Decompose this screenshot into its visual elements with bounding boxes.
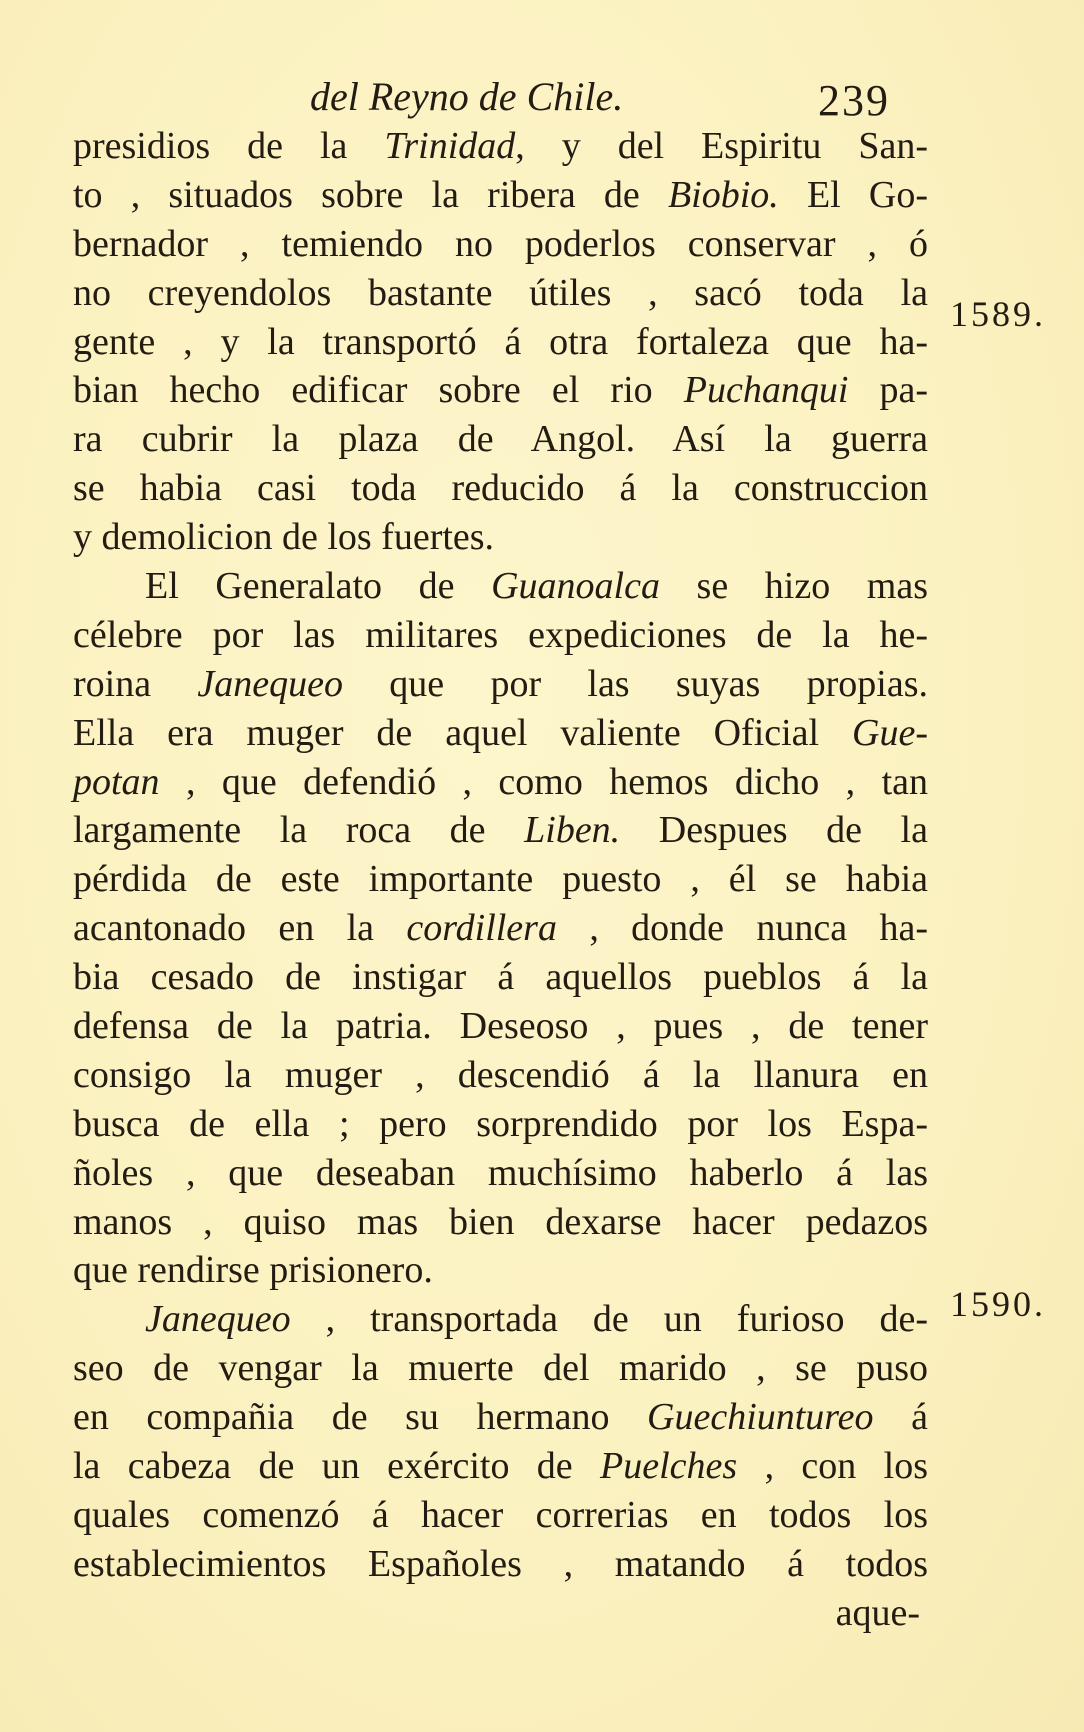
- italic-text: cordillera: [406, 907, 557, 950]
- italic-text: Guanoalca: [491, 565, 660, 608]
- text-run: presidios de la: [73, 125, 385, 167]
- text-run: se hizo mas: [659, 565, 929, 608]
- italic-text: Biobio.: [667, 173, 779, 216]
- text-run: bernador , temiendo no poderlos conservar , ó: [73, 222, 928, 265]
- text-line: [73, 415, 928, 464]
- body-text: [73, 122, 928, 1638]
- page-number: 239: [818, 76, 890, 125]
- text-line: [73, 1393, 928, 1442]
- text-run: defensa de la patria. Deseoso , pues , de tener: [73, 1005, 928, 1048]
- text-line: [73, 269, 928, 318]
- text-run: , con los: [737, 1445, 929, 1488]
- text-line: [73, 1344, 928, 1393]
- text-line: [73, 318, 928, 367]
- text-run: y demolicion de los fuertes.: [73, 516, 495, 559]
- text-run: manos , quiso mas bien dexarse hacer pedazos: [73, 1200, 928, 1243]
- text-line: [73, 1442, 928, 1491]
- text-run: , donde nunca ha-: [556, 907, 929, 950]
- text-run: , y del Espiritu San-: [515, 125, 928, 167]
- page-header: [310, 72, 910, 125]
- text-run: se habia casi toda reducido á la construccion: [73, 467, 928, 510]
- text-line: [73, 562, 928, 611]
- text-line: [73, 709, 928, 758]
- text-run: , transportada de un furioso de-: [290, 1298, 928, 1341]
- text-line: [73, 1295, 928, 1344]
- text-line: [73, 611, 928, 660]
- catchword: [73, 1589, 928, 1638]
- text-line: [73, 1149, 928, 1198]
- margin-year-1589: 1589.: [950, 294, 1046, 334]
- text-run: roina: [73, 662, 198, 705]
- text-line: [73, 171, 928, 220]
- italic-text: Trinidad: [384, 125, 516, 167]
- text-line: [73, 758, 928, 807]
- text-run: pa-: [848, 369, 928, 412]
- text-run: consigo la muger , descendió á la llanura en: [73, 1053, 928, 1096]
- text-run: establecimientos Españoles , matando á todos: [73, 1542, 928, 1585]
- italic-text: Guechiuntureo: [647, 1396, 874, 1439]
- italic-text: Liben.: [524, 809, 621, 852]
- text-run: acantonado en la: [73, 907, 407, 950]
- italic-text: Puchanqui: [683, 369, 849, 412]
- text-line: [73, 1002, 928, 1051]
- text-run: seo de vengar la muerte del marido , se puso: [73, 1347, 928, 1390]
- text-line: [73, 1100, 928, 1149]
- text-line: [73, 1491, 928, 1540]
- text-run: á: [873, 1396, 928, 1439]
- text-run: que rendirse prisionero.: [73, 1249, 433, 1292]
- italic-text: Puelches: [600, 1445, 738, 1488]
- text-run: El Go-: [778, 173, 928, 216]
- text-run: busca de ella ; pero sorprendido por los Espa-: [73, 1102, 928, 1145]
- text-run: aque-: [835, 1591, 920, 1634]
- text-run: bian hecho edificar sobre el rio: [73, 369, 684, 412]
- text-line: [73, 953, 928, 1002]
- text-run: célebre por las militares expediciones de la he-: [73, 613, 928, 656]
- text-run: bia cesado de instigar á aquellos pueblos á la: [73, 956, 928, 999]
- text-line: [73, 660, 928, 709]
- running-title: del Reyno de Chile.: [310, 74, 624, 119]
- text-run: en compañia de su hermano: [73, 1396, 648, 1439]
- text-run: quales comenzó á hacer correrias en todos los: [73, 1493, 928, 1536]
- text-run: no creyendolos bastante útiles , sacó toda la: [73, 271, 928, 314]
- italic-text: Gue-: [852, 711, 928, 754]
- text-line: [73, 122, 928, 171]
- text-run: ra cubrir la plaza de Angol. Así la guerra: [73, 418, 928, 461]
- italic-text: Janequeo: [197, 662, 343, 705]
- italic-text: potan: [73, 760, 160, 803]
- text-run: la cabeza de un exército de: [73, 1445, 601, 1488]
- text-run: to , situados sobre la ribera de: [73, 173, 668, 216]
- margin-year-1590: 1590.: [950, 1284, 1046, 1324]
- text-line: [73, 1540, 928, 1589]
- text-line: [73, 513, 928, 562]
- text-run: ñoles , que deseaban muchísimo haberlo á las: [73, 1151, 928, 1194]
- text-run: pérdida de este importante puesto , él se habia: [73, 858, 928, 901]
- text-line: [73, 855, 928, 904]
- text-run: , que defendió , como hemos dicho , tan: [159, 760, 928, 803]
- italic-text: Janequeo: [145, 1298, 291, 1341]
- text-run: El Generalato de: [145, 565, 492, 608]
- text-line: [73, 1051, 928, 1100]
- text-line: [73, 464, 928, 513]
- text-run: que por las suyas propias.: [342, 662, 928, 705]
- text-run: Despues de la: [620, 809, 928, 852]
- text-run: gente , y la transportó á otra fortaleza que ha-: [73, 320, 928, 363]
- text-line: [73, 1246, 928, 1295]
- text-line: [73, 806, 928, 855]
- text-run: largamente la roca de: [73, 809, 525, 852]
- text-line: [73, 366, 928, 415]
- text-line: [73, 904, 928, 953]
- text-run: Ella era muger de aquel valiente Oficial: [73, 711, 853, 754]
- text-line: [73, 220, 928, 269]
- text-line: [73, 1198, 928, 1247]
